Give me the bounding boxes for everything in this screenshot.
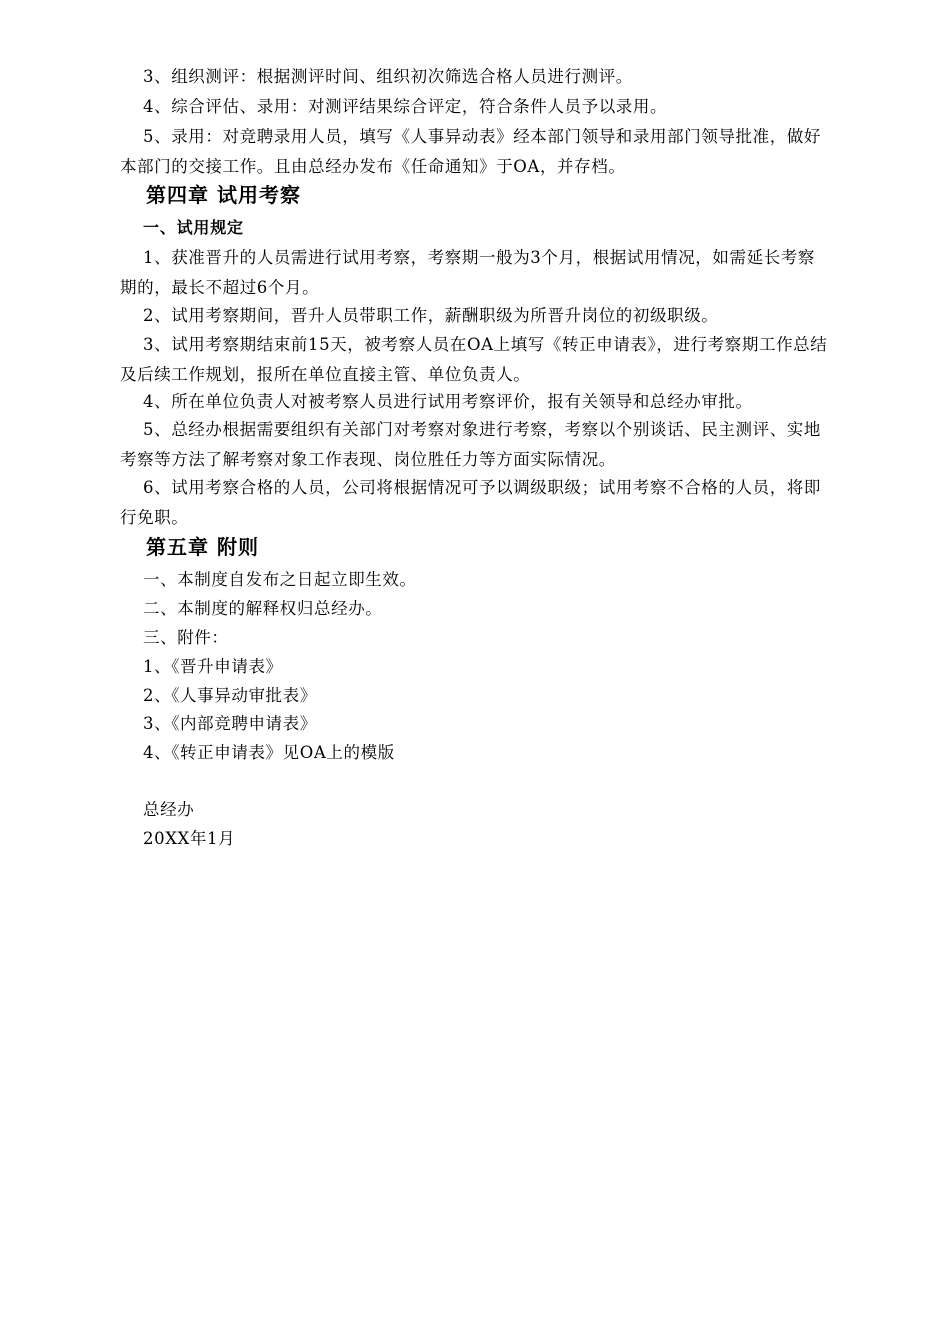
intro-item-5: 5、录用：对竞聘录用人员，填写《人事异动表》经本部门领导和录用部门领导批准，做好本部门的交接工作。且由总经办发布《任命通知》于OA，并存档。 [120, 127, 821, 176]
chapter-4-item-1: 1、获准晋升的人员需进行试用考察，考察期一般为3个月，根据试用情况，如需延长考察期的，最长不超过6个月。 [120, 248, 815, 297]
chapter-4-section-1-title: 一、试用规定 [143, 218, 244, 237]
chapter-4-item-2: 2、试用考察期间，晋升人员带职工作，薪酬职级为所晋升岗位的初级职级。 [143, 306, 719, 325]
signature-date: 20XX年1月 [143, 829, 236, 848]
intro-item-3: 3、组织测评：根据测评时间、组织初次筛选合格人员进行测评。 [143, 67, 633, 86]
chapter-5-item-1: 一、本制度自发布之日起立即生效。 [143, 570, 417, 589]
attachment-2: 2、《人事异动审批表》 [143, 686, 317, 705]
chapter-5-item-2: 二、本制度的解释权归总经办。 [143, 599, 383, 618]
intro-item-4: 4、综合评估、录用：对测评结果综合评定，符合条件人员予以录用。 [143, 97, 668, 116]
chapter-4-item-4: 4、所在单位负责人对被考察人员进行试用考察评价，报有关领导和总经办审批。 [143, 392, 753, 411]
chapter-4-item-6: 6、试用考察合格的人员，公司将根据情况可予以调级职级；试用考察不合格的人员，将即行免职。 [120, 478, 821, 527]
chapter-5-title: 第五章 附则 [146, 535, 259, 559]
chapter-5-item-3: 三、附件： [143, 628, 229, 647]
attachment-4: 4、《转正申请表》见OA上的模版 [143, 743, 395, 762]
attachment-3: 3、《内部竞聘申请表》 [143, 714, 317, 733]
chapter-4-item-5: 5、总经办根据需要组织有关部门对考察对象进行考察，考察以个别谈话、民主测评、实地考察等方法了解考察对象工作表现、岗位胜任力等方面实际情况。 [120, 420, 821, 469]
signature-department: 总经办 [143, 800, 195, 819]
attachment-1: 1、《晋升申请表》 [143, 657, 283, 676]
chapter-4-title: 第四章 试用考察 [146, 183, 301, 207]
chapter-4-item-3: 3、试用考察期结束前15天，被考察人员在OA上填写《转正申请表》，进行考察期工作总结及后续工作规划，报所在单位直接主管、单位负责人。 [120, 335, 828, 384]
